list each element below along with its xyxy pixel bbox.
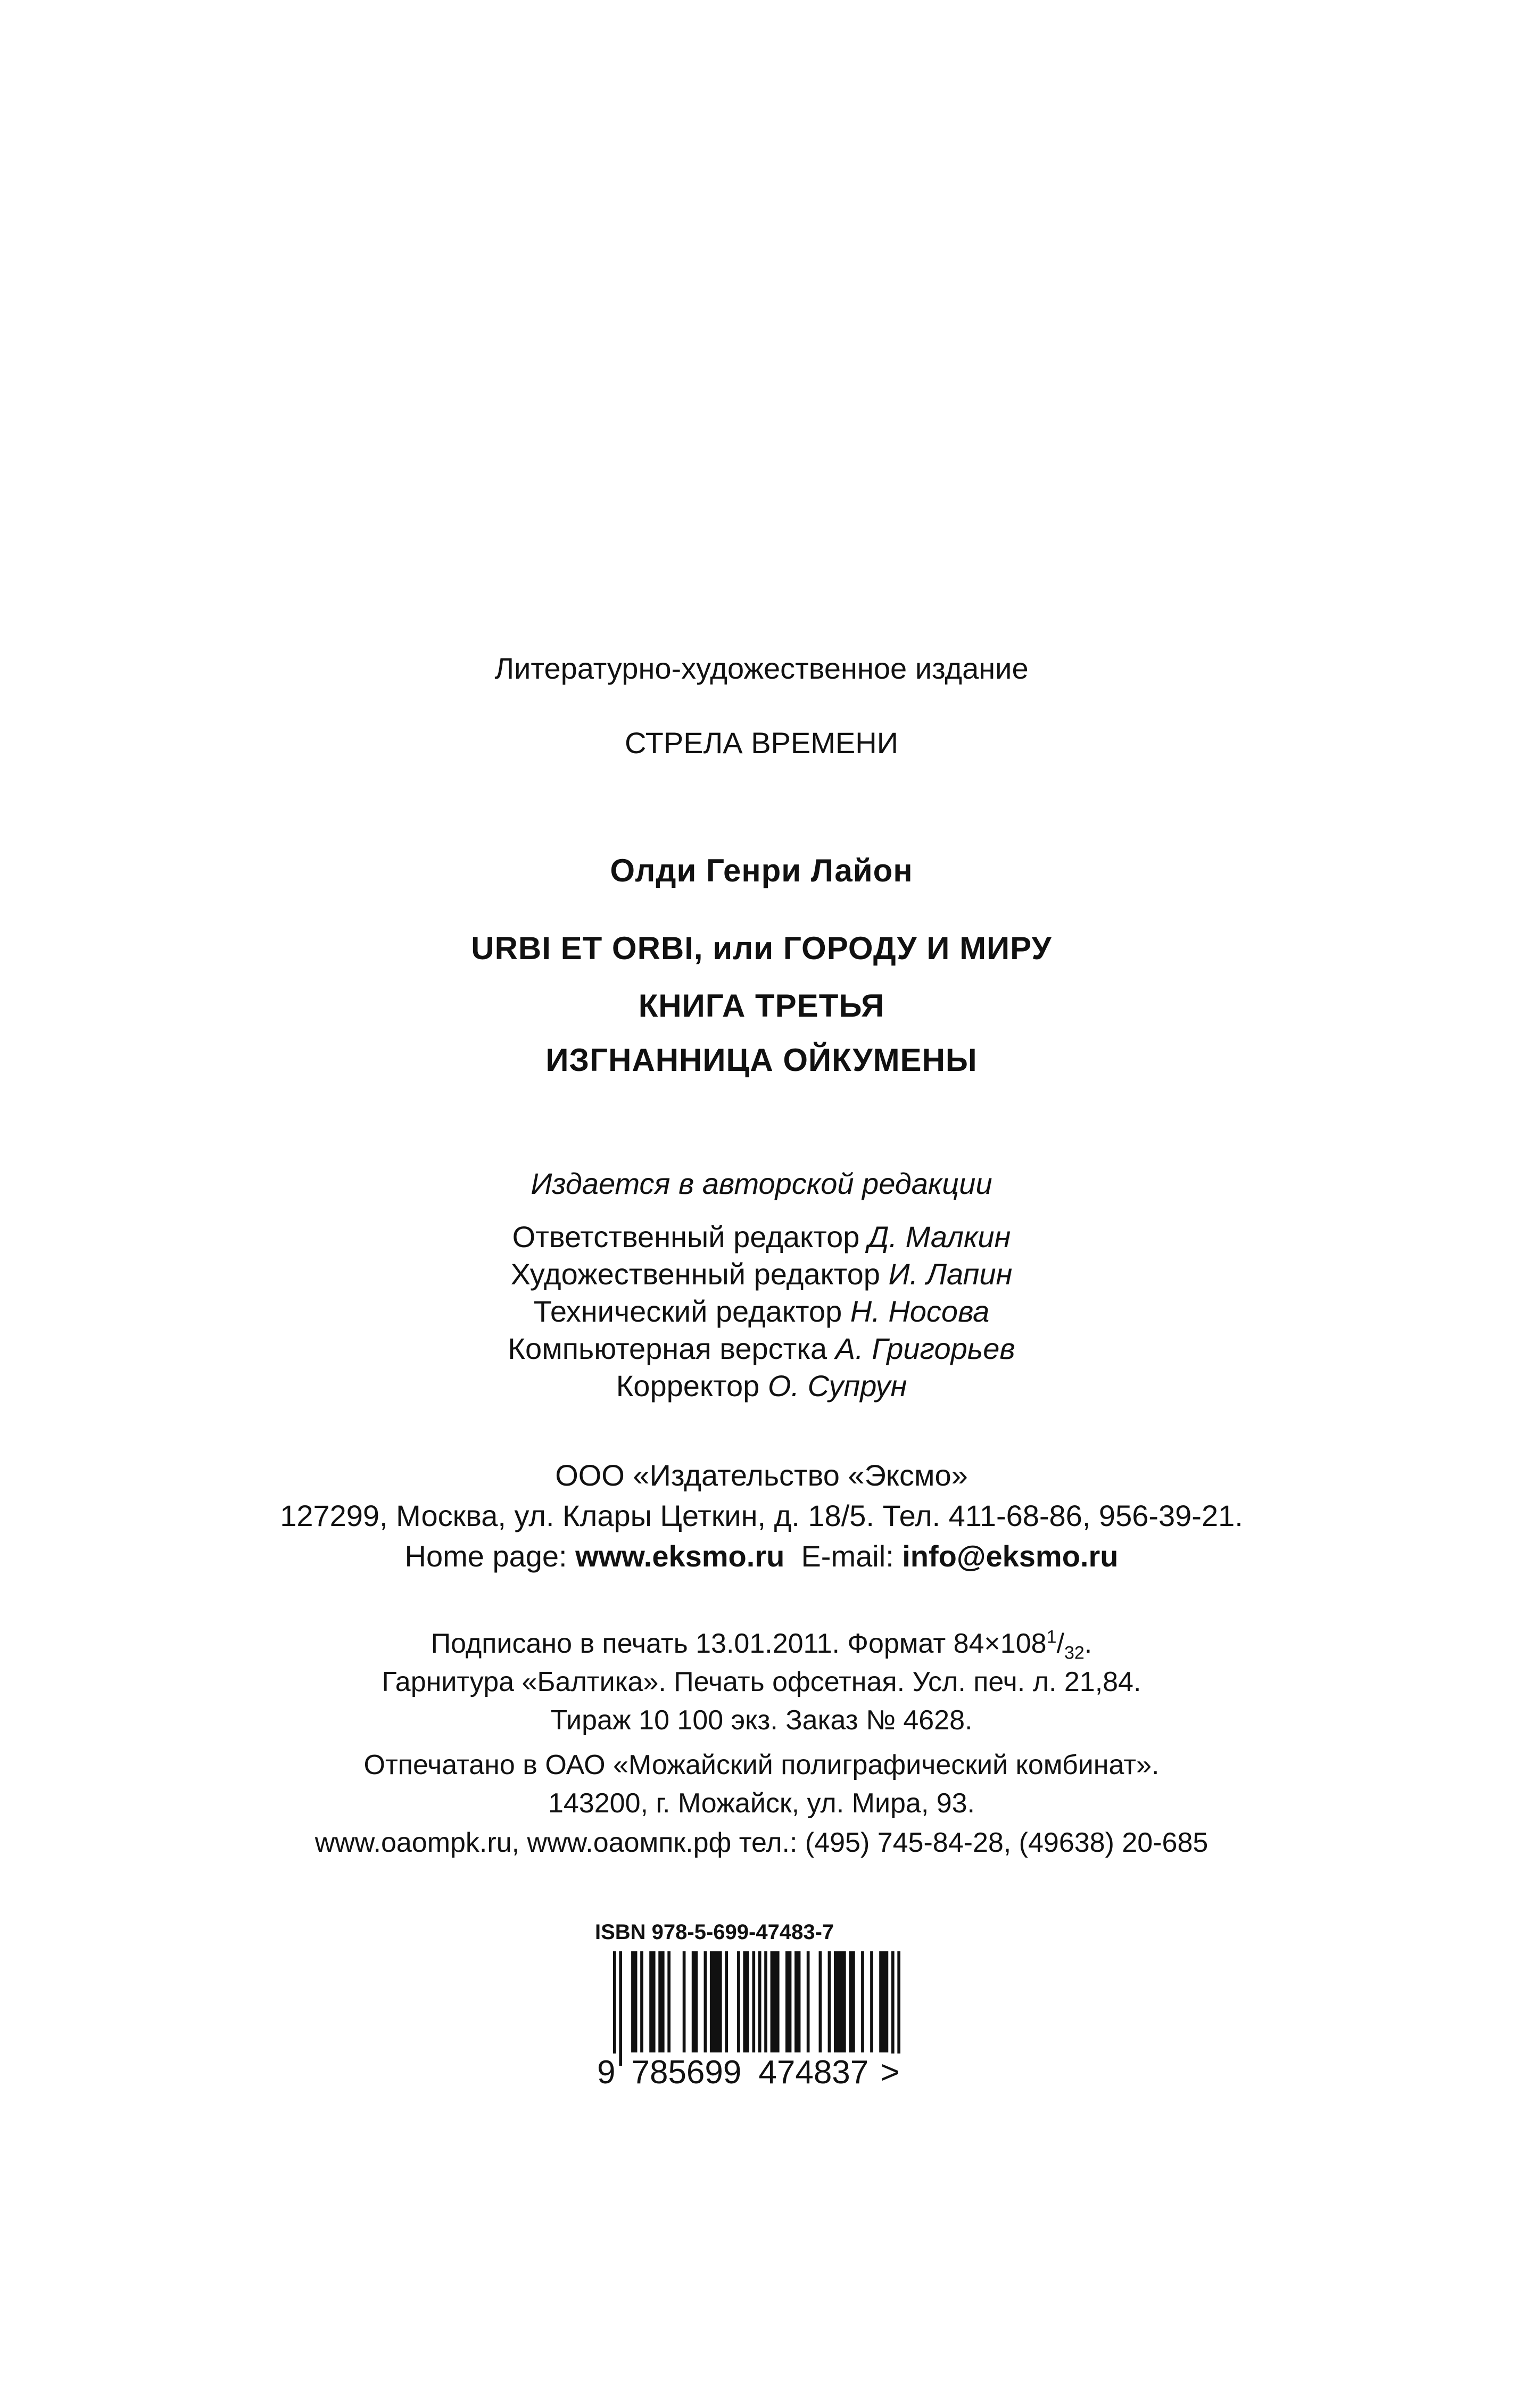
barcode-digits-right: 474837 [756,2054,871,2091]
print-typeface: Гарнитура «Балтика». Печать офсетная. Усл. печ. л. 21,84. [382,1667,1141,1697]
credit-name: А. Григорьев [835,1332,1015,1365]
isbn-number: ISBN 978-5-699-47483-7 [595,1920,834,1944]
edition-type: Литературно-художественное издание [494,652,1029,685]
barcode-icon [613,1951,900,2066]
printed-at: Отпечатано в ОАО «Можайский полиграфический комбинат». [363,1750,1160,1780]
credit-name: Д. Малкин [868,1220,1011,1254]
email-link[interactable]: info@eksmo.ru [902,1539,1119,1573]
credit-line [0,1259,1523,1289]
author-name: Олди Генри Лайон [610,853,913,888]
credit-role: Корректор [616,1369,768,1403]
home-page-label: Home page: [404,1539,576,1573]
credit-role: Художественный редактор [510,1257,889,1291]
publisher-address: 127299, Москва, ул. Клары Цеткин, д. 18/5. Тел. 411-68-86, 956-39-21. [280,1499,1243,1532]
credit-name: Н. Носова [850,1294,990,1328]
series-name: СТРЕЛА ВРЕМЕНИ [625,726,898,760]
home-page-link[interactable]: www.eksmo.ru [575,1539,785,1573]
barcode-digits [595,2054,901,2091]
credit-role: Компьютерная верстка [508,1332,835,1365]
publisher-name: ООО «Издательство «Эксмо» [555,1458,968,1492]
format-denominator: 32 [1064,1643,1085,1663]
barcode-digit-first: 9 [595,2054,617,2091]
credit-line [0,1294,1523,1328]
barcode-block [595,1920,936,2123]
edition-note: Издается в авторской редакции [531,1167,992,1200]
barcode-arrow: > [878,2054,901,2091]
book-title-line2: КНИГА ТРЕТЬЯ [638,988,885,1024]
credit-role: Технический редактор [533,1294,850,1328]
credit-name: О. Супрун [767,1369,907,1403]
email-label: E-mail: [801,1539,903,1573]
credit-line [0,1222,1523,1252]
print-signed: Подписано в печать 13.01.2011. Формат $84\times 108^1/_{32}$. [431,1627,1092,1663]
printer-contacts: www.oaompk.ru, www.оаомпк.рф тел.: (495) 745-84-28, (49638) 20-685 [314,1827,1209,1858]
printer-address: 143200, г. Можайск, ул. Мира, 93. [548,1788,975,1819]
credit-line [0,1334,1523,1364]
print-run: Тираж 10 100 экз. Заказ № 4628. [550,1705,973,1736]
format-numerator: 1 [1046,1627,1057,1647]
barcode-digits-left: 785699 [629,2054,743,2091]
credit-role: Ответственный редактор [512,1220,868,1254]
book-title-line3: ИЗГНАННИЦА ОЙКУМЕНЫ [545,1042,978,1078]
credit-line [0,1371,1523,1401]
publisher-web [0,1541,1523,1571]
credit-name: И. Лапин [888,1257,1013,1291]
book-title-line1: URBI ET ORBI, или ГОРОДУ И МИРУ [471,930,1052,966]
